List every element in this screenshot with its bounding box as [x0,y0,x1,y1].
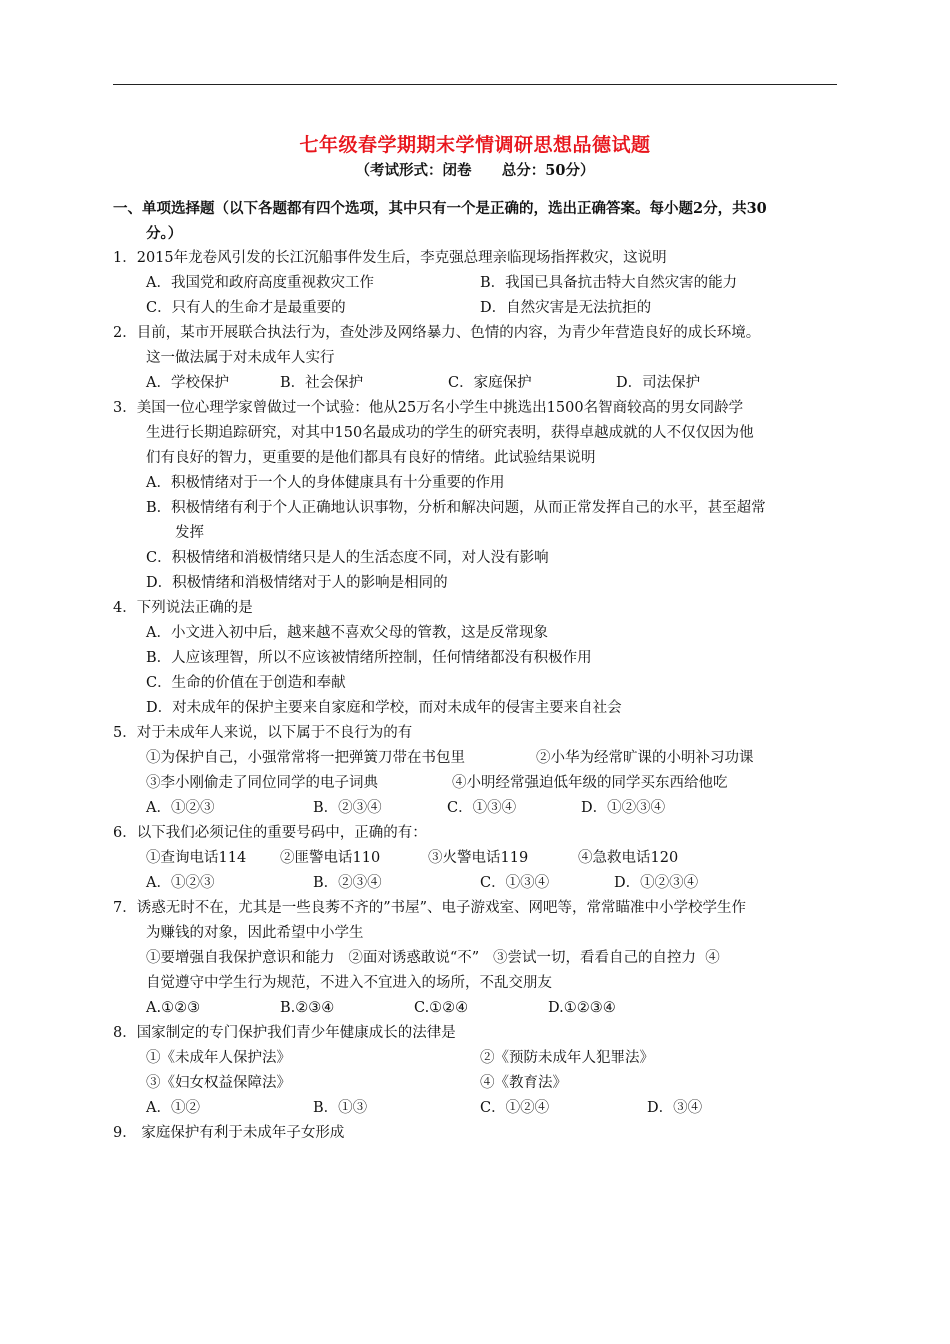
item-1: ①查询电话114 [146,850,247,866]
question-5-items-row1 [113,746,843,771]
item-1: ①为保护自己，小强常常将一把弹簧刀带在书包里 [146,750,465,766]
question-3-stem-cont: 生进行长期追踪研究，对其中150名最成功的学生的研究表明，获得卓越成就的人不仅仅因为他 [146,425,754,441]
option-b: B．人应该理智，所以不应该被情绪所控制，任何情绪都没有积极作用 [146,650,592,666]
section-heading-cont: 分。） [146,225,183,242]
question-1-stem: 1．2015年龙卷风引发的长江沉船事件发生后，李克强总理亲临现场指挥救灾，这说明 [113,250,667,266]
option-a: A．①②③ [146,875,215,891]
question-6-stem: 6．以下我们必须记住的重要号码中，正确的有： [113,825,427,841]
question-7-items: ①要增强自我保护意识和能力 ②面对诱惑敢说“不” ③尝试一切，看看自己的自控力 ④ [146,950,720,966]
question-1-options-row2 [113,296,843,321]
question-9-stem: 9． 家庭保护有利于未成年子女形成 [113,1125,345,1141]
item-1: ①《未成年人保护法》 [146,1050,291,1066]
option-b: B.②③④ [280,1000,335,1016]
option-c: C．生命的价值在于创造和奉献 [146,675,346,691]
question-8-items-row1 [113,1046,843,1071]
option-b: B．②③④ [313,800,382,816]
option-b-cont: 发挥 [175,525,204,541]
option-c: C．积极情绪和消极情绪只是人的生活态度不同，对人没有影响 [146,550,549,566]
option-d: D．对未成年的保护主要来自家庭和学校，而对未成年的侵害主要来自社会 [146,700,622,716]
option-a: A．我国党和政府高度重视救灾工作 [146,275,374,291]
question-6-options [113,871,843,896]
option-d: D.①②③④ [548,1000,616,1016]
option-a: A．①② [146,1100,200,1116]
item-3: ③李小刚偷走了同位同学的电子词典 [146,775,378,791]
question-2-stem-cont: 这一做法属于对未成年人实行 [146,350,335,366]
item-4: ④《教育法》 [480,1075,567,1091]
page-title: 七年级春学期期末学情调研思想品德试题 [299,134,651,156]
option-a: A．小文进入初中后，越来越不喜欢父母的管教，这是反常现象 [146,625,548,641]
question-5-items-row2 [113,771,843,796]
option-a: A．学校保护 [146,375,229,391]
item-2: ②《预防未成年人犯罪法》 [480,1050,654,1066]
item-3: ③《妇女权益保障法》 [146,1075,291,1091]
item-2: ②小华为经常旷课的小明补习功课 [536,750,754,766]
question-7-stem: 7．诱惑无时不在，尤其是一些良莠不齐的”书屋”、电子游戏室、网吧等，常常瞄准中小学校学生作 [113,900,747,916]
option-c: C．①②④ [480,1100,550,1116]
option-d: D．自然灾害是无法抗拒的 [480,300,652,316]
option-d: D．司法保护 [616,375,701,391]
question-1-options-row1 [113,271,843,296]
option-c: C．只有人的生命才是最重要的 [146,300,346,316]
question-4-stem: 4．下列说法正确的是 [113,600,253,616]
option-c: C.①②④ [414,1000,469,1016]
option-d: D．①②③④ [581,800,666,816]
option-c: C．①③④ [447,800,517,816]
option-b: B．社会保护 [280,375,364,391]
option-b: B．②③④ [313,875,382,891]
option-b: B．积极情绪有利于个人正确地认识事物，分析和解决问题，从而正常发挥自己的水平，甚至超常 [146,500,766,516]
option-d: D．①②③④ [614,875,699,891]
question-3-stem: 3．美国一位心理学家曾做过一个试验：他从25万名小学生中挑选出1500名智商较高的男女同龄学 [113,400,744,416]
option-c: C．①③④ [480,875,550,891]
option-d: D．③④ [647,1100,703,1116]
option-d: D．积极情绪和消极情绪对于人的影响是相同的 [146,575,448,591]
question-2-options [113,371,843,396]
option-b: B．我国已具备抗击特大自然灾害的能力 [480,275,738,291]
option-b: B．①③ [313,1100,368,1116]
item-4: ④小明经常强迫低年级的同学买东西给他吃 [452,775,728,791]
question-7-options [113,996,843,1021]
question-5-options [113,796,843,821]
question-8-options [113,1096,843,1121]
question-7-items-cont: 自觉遵守中学生行为规范，不进入不宜进入的场所，不乱交朋友 [146,975,552,991]
option-a: A．①②③ [146,800,215,816]
option-a: A.①②③ [146,1000,201,1016]
item-3: ③火警电话119 [428,850,529,866]
option-c: C．家庭保护 [448,375,532,391]
item-2: ②匪警电话110 [280,850,381,866]
exam-content [113,196,843,1146]
option-a: A．积极情绪对于一个人的身体健康具有十分重要的作用 [146,475,505,491]
question-8-stem: 8．国家制定的专门保护我们青少年健康成长的法律是 [113,1025,456,1041]
question-2-stem: 2．目前，某市开展联合执法行为，查处涉及网络暴力、色情的内容，为青少年营造良好的成长环境。 [113,325,761,341]
question-5-stem: 5．对于未成年人来说，以下属于不良行为的有 [113,725,413,741]
header-rule [113,84,837,85]
question-8-items-row2 [113,1071,843,1096]
exam-info: （考试形式：闭卷 总分：50分） [355,162,595,179]
question-3-stem-cont: 们有良好的智力，更重要的是他们都具有良好的情绪。此试验结果说明 [146,450,596,466]
item-4: ④急救电话120 [578,850,679,866]
question-7-stem-cont: 为赚钱的对象，因此希望中小学生 [146,925,364,941]
question-6-items [113,846,843,871]
section-heading: 一、单项选择题（以下各题都有四个选项，其中只有一个是正确的，选出正确答案。每小题2分，共30 [113,200,767,217]
